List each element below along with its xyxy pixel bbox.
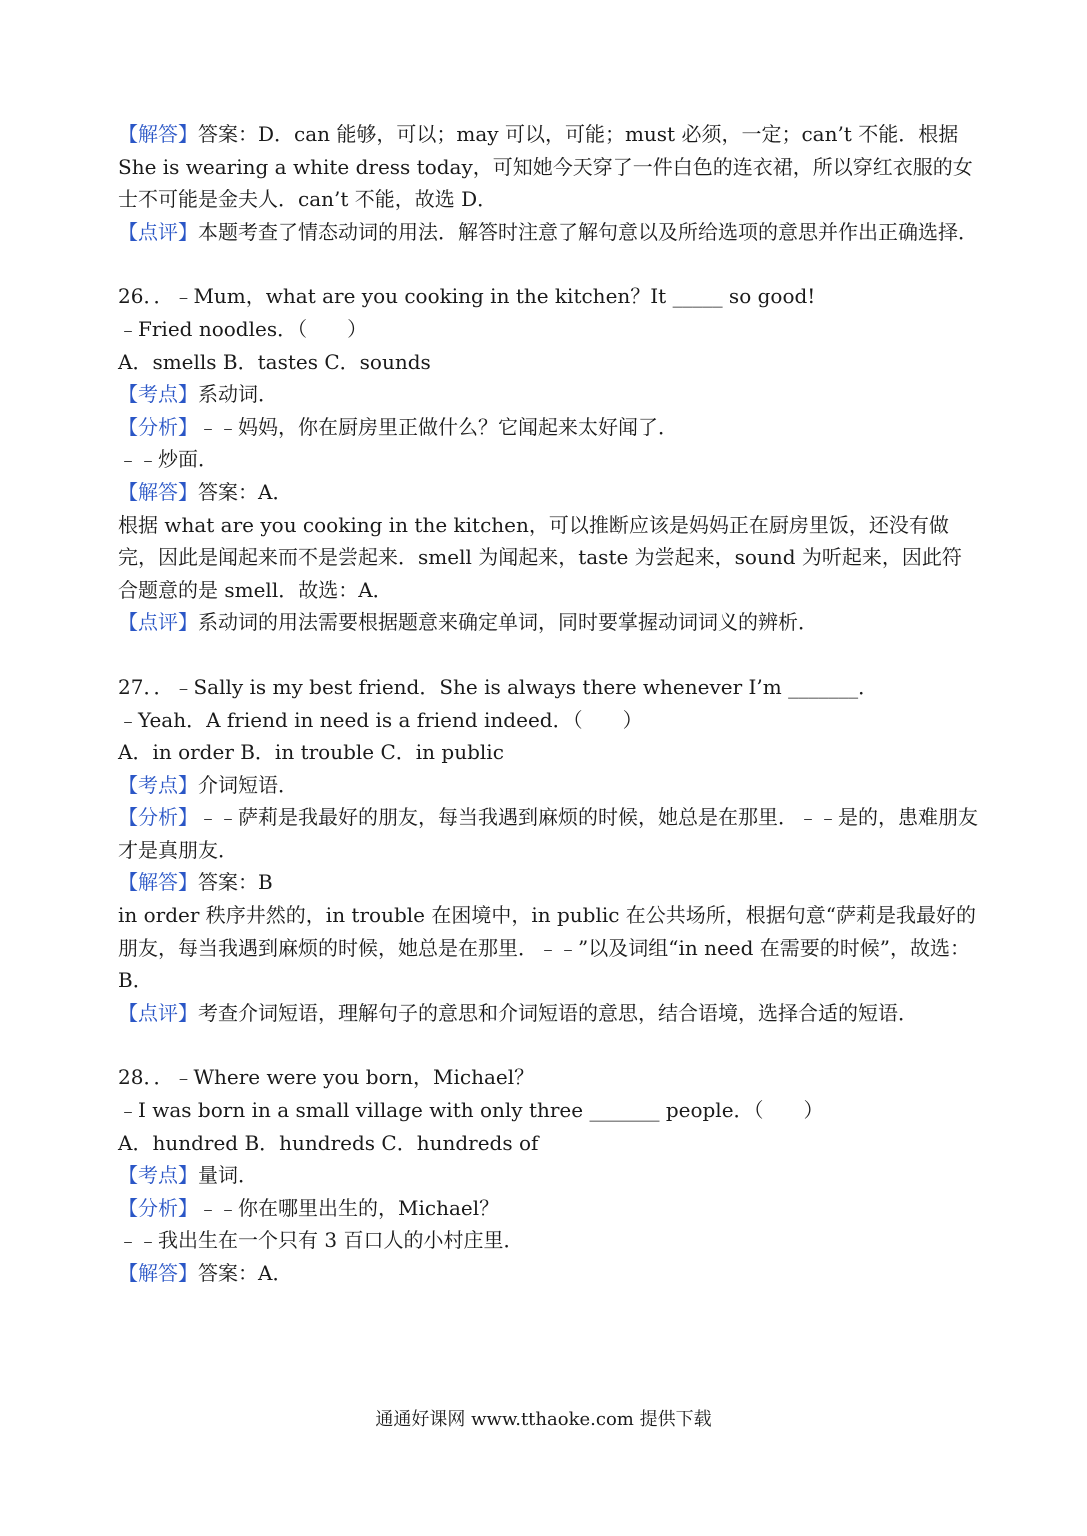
comment-tag: 【点评】: [118, 610, 198, 635]
comment-text: 考查介词短语，理解句子的意思和介词短语的意思，结合语境，选择合适的短语．: [198, 1000, 918, 1025]
comment-tag: 【点评】: [118, 1000, 198, 1025]
answer-text: 答案：B: [198, 870, 273, 895]
question-27-line2: ﹣Yeah．A friend in need is a friend indeed．（ ）: [118, 707, 643, 732]
question-26-answer: [118, 476, 978, 509]
comment-text: 系动词的用法需要根据题意来确定单词，同时要掌握动词词义的辨析．: [198, 610, 818, 635]
comment-block-q25: [118, 216, 978, 249]
answer-block-q25: [118, 118, 978, 216]
question-28-keypoint: [118, 1159, 978, 1192]
question-27-explanation: in order 秩序井然的，in trouble 在困境中，in public 在公共场所，根据句意“萨莉是我最好的朋友，每当我遇到麻烦的时候，她总是在那里．﹣﹣”以及词组“in need 在需要的时候”，故选：B．: [118, 903, 977, 993]
page-footer: 通通好课网 www.tthaoke.com 提供下载: [375, 1409, 712, 1430]
keypoint-text: 量词．: [198, 1163, 258, 1188]
analysis-tag: 【分析】: [118, 1195, 198, 1220]
answer-tag: 【解答】: [118, 1261, 198, 1285]
question-26-explanation: 根据 what are you cooking in the kitchen，可以推断应该是妈妈正在厨房里饭，还没有做完，因此是闻起来而不是尝起来．smell 为闻起来，taste 为尝起来，sound 为听起来，因此符合题意的是 smell．故选：A．: [118, 512, 962, 602]
analysis-text: ﹣﹣萨莉是我最好的朋友，每当我遇到麻烦的时候，她总是在那里．﹣﹣是的，患难朋友才是真朋友．: [118, 805, 978, 862]
question-27-options: A．in order B．in trouble C．in public: [118, 740, 504, 765]
answer-tag: 【解答】: [118, 870, 198, 895]
question-28-line1: 28．．﹣Where were you born，Michael？: [118, 1065, 535, 1090]
question-26-analysis: [118, 411, 978, 444]
question-26-options: A．smells B．tastes C．sounds: [118, 349, 431, 374]
question-28-analysis: [118, 1192, 978, 1225]
answer-text: 答案：A．: [198, 1261, 293, 1285]
question-27-keypoint: [118, 769, 978, 802]
question-26-comment: [118, 606, 978, 639]
answer-tag: 【解答】: [118, 122, 198, 146]
question-28-options: A．hundred B．hundreds C．hundreds of: [118, 1130, 539, 1155]
keypoint-tag: 【考点】: [118, 772, 198, 797]
analysis-text: ﹣﹣妈妈，你在厨房里正做什么？它闻起来太好闻了．: [198, 414, 678, 439]
question-27-analysis: [118, 801, 978, 866]
question-26-line2: ﹣Fried noodles．（ ）: [118, 316, 368, 341]
question-26-keypoint: [118, 378, 978, 411]
keypoint-tag: 【考点】: [118, 382, 198, 407]
document-page: [118, 118, 978, 1290]
analysis-text: ﹣﹣你在哪里出生的，Michael？: [198, 1195, 500, 1220]
comment-text: 本题考查了情态动词的用法．解答时注意了解句意以及所给选项的意思并作出正确选择．: [198, 219, 978, 244]
question-28-line2: ﹣I was born in a small village with only three _______ people．（ ）: [118, 1098, 824, 1123]
spacer: [118, 248, 978, 280]
keypoint-text: 系动词．: [198, 382, 278, 407]
answer-text: 答案：D．can 能够，可以；may 可以，可能；must 必须，一定；can’t 不能．根据 She is wearing a white dress today，可知她今天穿了一件白色的连衣裙，所以穿红衣服的女士不可能是金夫人．can’t 不能，故选 D．: [118, 122, 973, 212]
question-28-analysis-2: ﹣﹣我出生在一个只有 3 百口人的小村庄里．: [118, 1228, 524, 1253]
question-27-comment: [118, 997, 978, 1030]
question-26-line1: 26．．﹣Mum，what are you cooking in the kitchen？It _____ so good!: [118, 284, 816, 309]
analysis-tag: 【分析】: [118, 805, 198, 830]
analysis-tag: 【分析】: [118, 414, 198, 439]
question-27-line1: 27．．﹣Sally is my best friend．She is always there whenever I’m _______．: [118, 674, 879, 699]
question-27-answer: [118, 866, 978, 899]
answer-text: 答案：A．: [198, 479, 293, 504]
answer-tag: 【解答】: [118, 479, 198, 504]
keypoint-text: 介词短语．: [198, 772, 298, 797]
question-28-answer: [118, 1257, 978, 1290]
spacer: [118, 1029, 978, 1061]
comment-tag: 【点评】: [118, 219, 198, 244]
keypoint-tag: 【考点】: [118, 1163, 198, 1188]
question-26-analysis-2: ﹣﹣炒面．: [118, 447, 218, 472]
spacer: [118, 639, 978, 671]
